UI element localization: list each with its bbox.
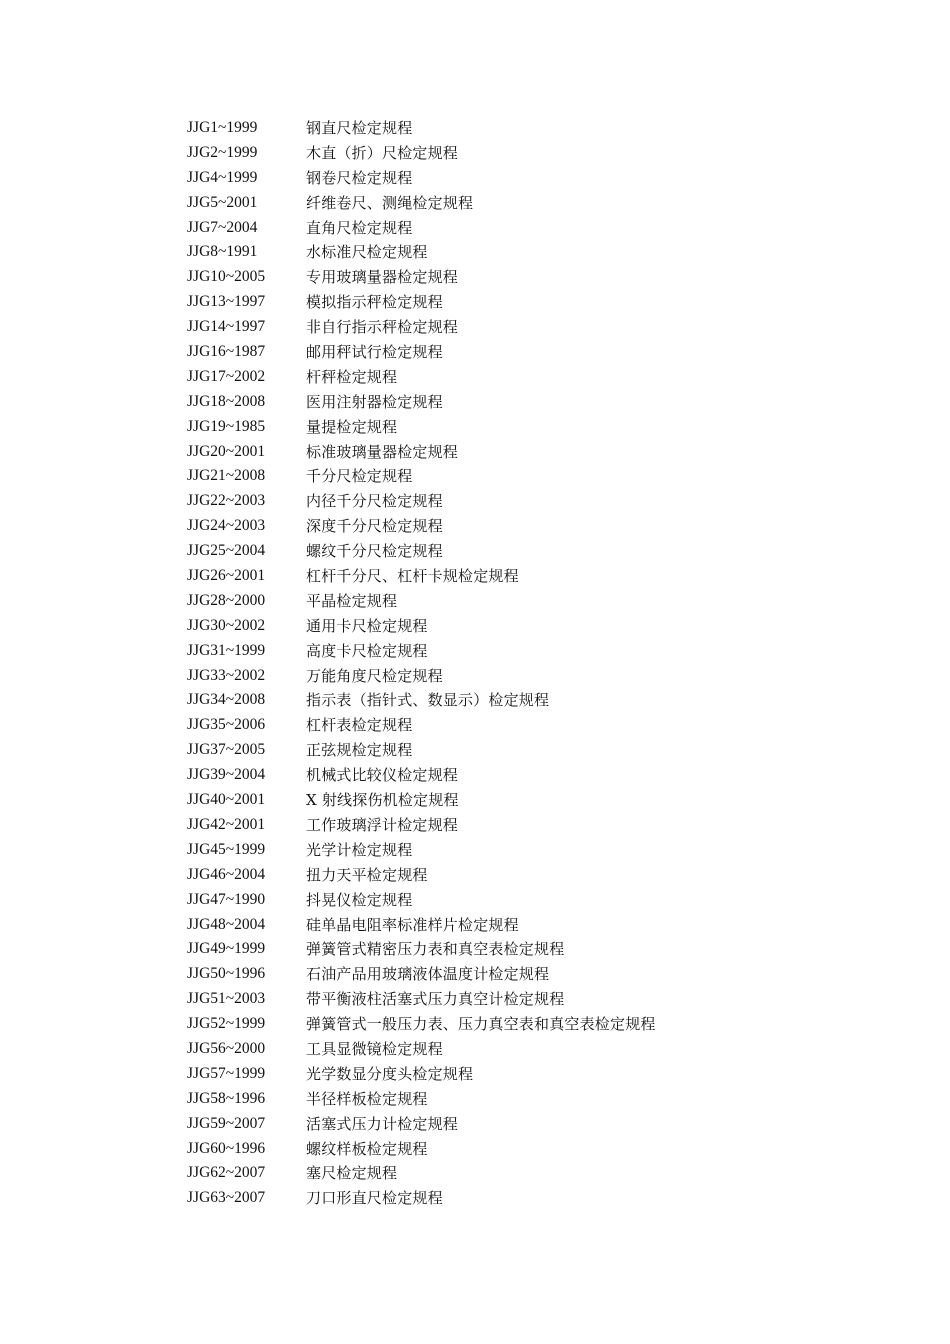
list-item bbox=[187, 315, 656, 340]
standard-code: JJG59~2007 bbox=[187, 1114, 266, 1132]
standard-code: JJG30~2002 bbox=[187, 616, 266, 634]
list-item bbox=[187, 340, 656, 365]
standard-code: JJG17~2002 bbox=[187, 367, 266, 385]
standard-title: 万能角度尺检定规程 bbox=[306, 666, 443, 685]
standard-title: 正弦规检定规程 bbox=[306, 741, 413, 760]
standard-title: 通用卡尺检定规程 bbox=[306, 616, 428, 635]
list-item bbox=[187, 664, 656, 689]
list-item bbox=[187, 838, 656, 863]
standard-title: 工具显微镜检定规程 bbox=[306, 1039, 443, 1058]
list-item bbox=[187, 141, 656, 166]
list-item bbox=[187, 265, 656, 290]
standard-code: JJG7~2004 bbox=[187, 218, 258, 236]
list-item bbox=[187, 440, 656, 465]
standard-code: JJG45~1999 bbox=[187, 840, 266, 858]
standard-code: JJG33~2002 bbox=[187, 666, 266, 684]
standard-title: 螺纹样板检定规程 bbox=[306, 1139, 428, 1158]
standard-code: JJG37~2005 bbox=[187, 741, 266, 759]
list-item bbox=[187, 365, 656, 390]
standard-code: JJG4~1999 bbox=[187, 168, 258, 186]
standard-title: 直角尺检定规程 bbox=[306, 218, 413, 237]
standard-title: 弹簧管式精密压力表和真空表检定规程 bbox=[306, 940, 565, 959]
standard-title: 医用注射器检定规程 bbox=[306, 392, 443, 411]
list-item bbox=[187, 1062, 656, 1087]
list-item bbox=[187, 913, 656, 938]
standard-code: JJG26~2001 bbox=[187, 567, 266, 585]
standard-title: 带平衡液柱活塞式压力真空计检定规程 bbox=[306, 990, 565, 1009]
list-item bbox=[187, 1186, 656, 1211]
standard-title: 杆秤检定规程 bbox=[306, 367, 398, 386]
standard-title: 标准玻璃量器检定规程 bbox=[306, 442, 459, 461]
list-item bbox=[187, 1012, 656, 1037]
standard-code: JJG2~1999 bbox=[187, 143, 258, 161]
list-item bbox=[187, 614, 656, 639]
standard-code: JJG62~2007 bbox=[187, 1164, 266, 1182]
standard-title: 平晶检定规程 bbox=[306, 591, 398, 610]
list-item bbox=[187, 1087, 656, 1112]
standard-title: 邮用秤试行检定规程 bbox=[306, 343, 443, 362]
list-item bbox=[187, 1037, 656, 1062]
standard-title: 塞尺检定规程 bbox=[306, 1164, 398, 1183]
standard-code: JJG22~2003 bbox=[187, 492, 266, 510]
list-item bbox=[187, 166, 656, 191]
standard-title: 内径千分尺检定规程 bbox=[306, 492, 443, 511]
standard-code: JJG25~2004 bbox=[187, 542, 266, 560]
list-item bbox=[187, 962, 656, 987]
standard-title: 光学计检定规程 bbox=[306, 840, 413, 859]
standard-title: 螺纹千分尺检定规程 bbox=[306, 542, 443, 561]
list-item bbox=[187, 216, 656, 241]
standard-code: JJG20~2001 bbox=[187, 442, 266, 460]
standard-title: 千分尺检定规程 bbox=[306, 467, 413, 486]
list-item bbox=[187, 290, 656, 315]
standard-code: JJG40~2001 bbox=[187, 791, 266, 809]
list-item bbox=[187, 191, 656, 216]
standard-code: JJG56~2000 bbox=[187, 1039, 266, 1057]
standard-title: 半径样板检定规程 bbox=[306, 1089, 428, 1108]
standard-title: 活塞式压力计检定规程 bbox=[306, 1114, 459, 1133]
standard-code: JJG14~1997 bbox=[187, 318, 266, 336]
list-item bbox=[187, 713, 656, 738]
standard-title: 硅单晶电阻率标准样片检定规程 bbox=[306, 915, 519, 934]
standard-code: JJG39~2004 bbox=[187, 766, 266, 784]
list-item bbox=[187, 116, 656, 141]
list-item bbox=[187, 514, 656, 539]
list-item bbox=[187, 415, 656, 440]
standard-title: 光学数显分度头检定规程 bbox=[306, 1064, 474, 1083]
standard-title: 非自行指示秤检定规程 bbox=[306, 318, 459, 337]
list-item bbox=[187, 390, 656, 415]
standard-title: 扭力天平检定规程 bbox=[306, 865, 428, 884]
list-item bbox=[187, 688, 656, 713]
list-item bbox=[187, 863, 656, 888]
list-item bbox=[187, 738, 656, 763]
standard-code: JJG8~1991 bbox=[187, 243, 258, 261]
standard-code: JJG16~1987 bbox=[187, 343, 266, 361]
standard-code: JJG28~2000 bbox=[187, 591, 266, 609]
standard-title: 量提检定规程 bbox=[306, 417, 398, 436]
standard-code: JJG60~1996 bbox=[187, 1139, 266, 1157]
standard-title: 杠杆千分尺、杠杆卡规检定规程 bbox=[306, 567, 519, 586]
list-item bbox=[187, 813, 656, 838]
list-item bbox=[187, 589, 656, 614]
standard-code: JJG49~1999 bbox=[187, 940, 266, 958]
list-item bbox=[187, 987, 656, 1012]
list-item bbox=[187, 763, 656, 788]
standards-list bbox=[187, 116, 656, 1211]
standard-title: 刀口形直尺检定规程 bbox=[306, 1189, 443, 1208]
standard-code: JJG63~2007 bbox=[187, 1189, 266, 1207]
standard-title: 钢直尺检定规程 bbox=[306, 119, 413, 137]
standard-title: X 射线探伤机检定规程 bbox=[306, 791, 459, 810]
list-item bbox=[187, 888, 656, 913]
standard-code: JJG48~2004 bbox=[187, 915, 266, 933]
standard-title: 专用玻璃量器检定规程 bbox=[306, 268, 459, 287]
list-item bbox=[187, 1112, 656, 1137]
standard-code: JJG51~2003 bbox=[187, 990, 266, 1008]
standard-code: JJG42~2001 bbox=[187, 815, 266, 833]
list-item bbox=[187, 639, 656, 664]
list-item bbox=[187, 539, 656, 564]
list-item bbox=[187, 1137, 656, 1162]
standard-code: JJG21~2008 bbox=[187, 467, 266, 485]
standard-code: JJG34~2008 bbox=[187, 691, 266, 709]
list-item bbox=[187, 564, 656, 589]
standard-code: JJG57~1999 bbox=[187, 1064, 266, 1082]
standard-title: 石油产品用玻璃液体温度计检定规程 bbox=[306, 965, 550, 984]
standard-code: JJG5~2001 bbox=[187, 193, 258, 211]
standard-title: 弹簧管式一般压力表、压力真空表和真空表检定规程 bbox=[306, 1015, 656, 1034]
standard-code: JJG13~1997 bbox=[187, 293, 266, 311]
standard-code: JJG50~1996 bbox=[187, 965, 266, 983]
list-item bbox=[187, 937, 656, 962]
standard-code: JJG52~1999 bbox=[187, 1015, 266, 1033]
standard-code: JJG1~1999 bbox=[187, 119, 258, 136]
standard-title: 杠杆表检定规程 bbox=[306, 716, 413, 735]
list-item bbox=[187, 240, 656, 265]
standard-title: 指示表（指针式、数显示）检定规程 bbox=[306, 691, 550, 710]
standard-code: JJG19~1985 bbox=[187, 417, 266, 435]
standard-code: JJG47~1990 bbox=[187, 890, 266, 908]
list-item bbox=[187, 1161, 656, 1186]
standard-code: JJG10~2005 bbox=[187, 268, 266, 286]
standard-title: 深度千分尺检定规程 bbox=[306, 517, 443, 536]
standard-title: 高度卡尺检定规程 bbox=[306, 641, 428, 660]
list-item bbox=[187, 788, 656, 813]
standard-code: JJG24~2003 bbox=[187, 517, 266, 535]
standard-title: 钢卷尺检定规程 bbox=[306, 168, 413, 187]
standard-title: 工作玻璃浮计检定规程 bbox=[306, 815, 459, 834]
standard-code: JJG46~2004 bbox=[187, 865, 266, 883]
standard-title: 模拟指示秤检定规程 bbox=[306, 293, 443, 312]
list-item bbox=[187, 489, 656, 514]
standard-code: JJG58~1996 bbox=[187, 1089, 266, 1107]
standard-title: 机械式比较仪检定规程 bbox=[306, 766, 459, 785]
standard-code: JJG31~1999 bbox=[187, 641, 266, 659]
standard-title: 水标准尺检定规程 bbox=[306, 243, 428, 262]
standard-title: 木直（折）尺检定规程 bbox=[306, 143, 459, 162]
list-item bbox=[187, 464, 656, 489]
standard-code: JJG18~2008 bbox=[187, 392, 266, 410]
standard-title: 纤维卷尺、测绳检定规程 bbox=[306, 193, 474, 212]
standard-title: 抖晃仪检定规程 bbox=[306, 890, 413, 909]
standard-code: JJG35~2006 bbox=[187, 716, 266, 734]
